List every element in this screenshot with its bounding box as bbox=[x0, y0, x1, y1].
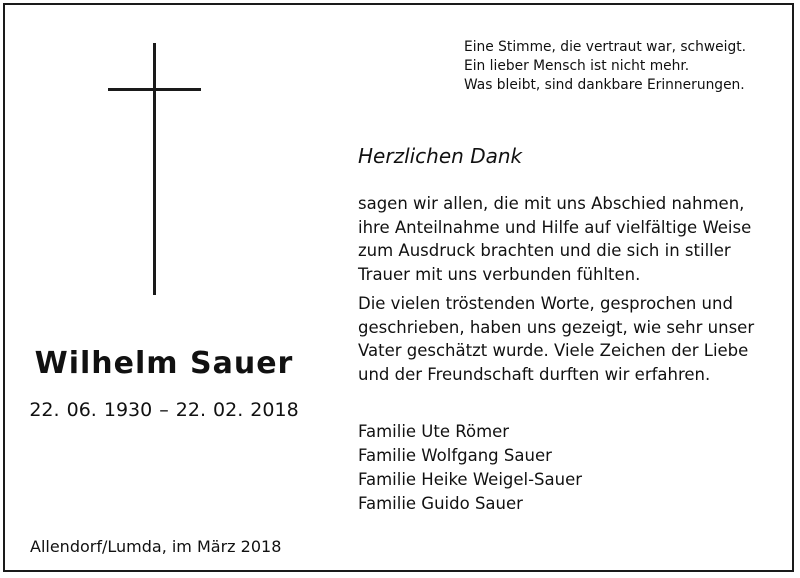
memorial-quote bbox=[464, 38, 790, 95]
paragraph-line: ihre Anteilnahme und Hilfe auf vielfältige Weise bbox=[358, 217, 752, 237]
quote-line: Eine Stimme, die vertraut war, schweigt. bbox=[464, 39, 747, 55]
paragraph-line: geschrieben, haben uns gezeigt, wie sehr unser bbox=[358, 317, 755, 337]
paragraph-line: Die vielen tröstenden Worte, gesprochen und bbox=[358, 294, 733, 313]
family-signatures bbox=[358, 420, 582, 516]
paragraph-line: und der Freundschaft durften wir erfahren. bbox=[358, 364, 711, 384]
thanks-paragraph-2 bbox=[358, 292, 788, 386]
paragraph-line: zum Ausdruck brachten und die sich in stiller bbox=[358, 241, 731, 260]
paragraph-line: sagen wir allen, die mit uns Abschied nahmen, bbox=[358, 194, 745, 213]
place-and-date: Allendorf/Lumda, im März 2018 bbox=[30, 537, 282, 556]
signature-line: Familie Ute Römer bbox=[358, 422, 510, 441]
quote-line: Ein lieber Mensch ist nicht mehr. bbox=[464, 58, 690, 74]
life-dates: 22. 06. 1930 – 22. 02. 2018 bbox=[29, 399, 299, 421]
signature-line: Familie Heike Weigel-Sauer bbox=[358, 470, 583, 489]
deceased-name: Wilhelm Sauer bbox=[34, 346, 294, 381]
thanks-heading: Herzlichen Dank bbox=[358, 144, 523, 168]
paragraph-line: Trauer mit uns verbunden fühlten. bbox=[358, 264, 641, 284]
cross-vertical-bar bbox=[153, 43, 156, 295]
signature-line: Familie Wolfgang Sauer bbox=[358, 446, 552, 465]
thanks-paragraph-1 bbox=[358, 192, 788, 286]
quote-line: Was bleibt, sind dankbare Erinnerungen. bbox=[464, 77, 745, 93]
cross-horizontal-bar bbox=[108, 88, 201, 91]
paragraph-line: Vater geschätzt wurde. Viele Zeichen der Liebe bbox=[358, 341, 749, 360]
signature-line: Familie Guido Sauer bbox=[358, 494, 523, 513]
